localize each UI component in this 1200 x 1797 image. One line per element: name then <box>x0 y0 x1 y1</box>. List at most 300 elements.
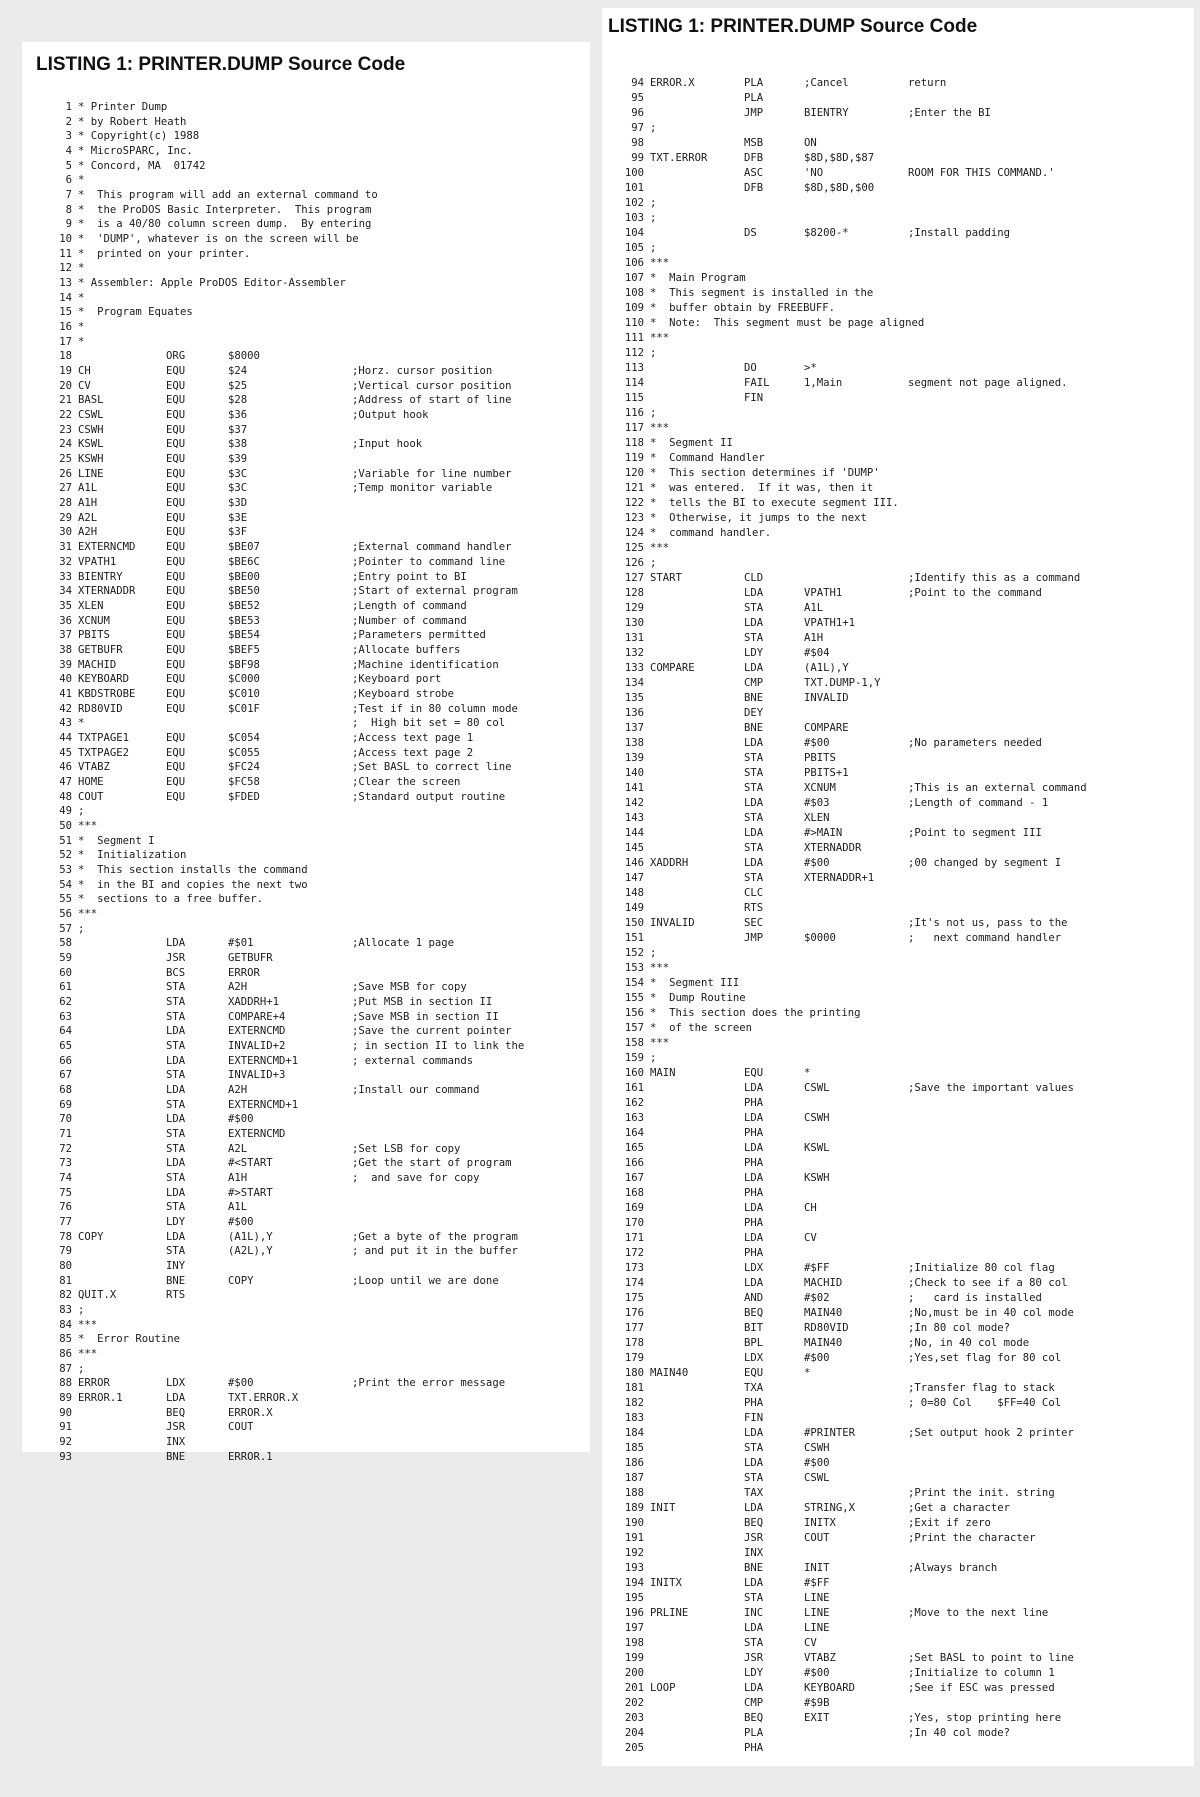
line-number: 4 <box>65 145 72 158</box>
source-line <box>22 1406 590 1421</box>
line-number: 95 <box>631 92 644 104</box>
code-opcode: TXA <box>744 1382 764 1394</box>
source-line <box>22 261 590 276</box>
source-line <box>22 496 590 511</box>
code-opcode: ORG <box>166 350 186 363</box>
source-line <box>602 1681 1194 1696</box>
source-line <box>602 796 1194 811</box>
line-number: 29 <box>59 511 72 524</box>
code-label: RD80VID <box>78 702 123 715</box>
source-line <box>22 672 590 687</box>
line-number: 76 <box>59 1201 72 1214</box>
code-operand: #<START <box>228 1157 273 1170</box>
line-number: 191 <box>624 1532 644 1544</box>
source-line <box>602 886 1194 901</box>
code-opcode: EQU <box>166 365 186 378</box>
line-number: 16 <box>59 321 72 334</box>
code-operand: $39 <box>228 453 248 466</box>
code-operand: EXTERNCMD <box>228 1025 286 1038</box>
source-line <box>602 451 1194 466</box>
source-line <box>602 841 1194 856</box>
code-operand: #$00 <box>804 1457 830 1469</box>
code-opcode: LDA <box>744 1202 764 1214</box>
code-operand: ERROR.1 <box>228 1450 273 1463</box>
code-operand: #$00 <box>804 737 830 749</box>
code-label: CH <box>78 365 91 378</box>
code-opcode: EQU <box>166 585 186 598</box>
code-label: XLEN <box>78 599 104 612</box>
source-line <box>602 526 1194 541</box>
line-number: 82 <box>59 1289 72 1302</box>
code-opcode: EQU <box>166 409 186 422</box>
line-number: 187 <box>624 1472 644 1484</box>
code-operand: $3E <box>228 511 248 524</box>
source-line <box>602 1156 1194 1171</box>
code-opcode: LDA <box>744 1682 764 1694</box>
code-operand: GETBUFR <box>228 951 273 964</box>
code-label: GETBUFR <box>78 643 123 656</box>
code-opcode: PHA <box>744 1397 764 1409</box>
code-opcode: EQU <box>744 1067 764 1079</box>
code-label: COPY <box>78 1230 104 1243</box>
code-comment: ;Standard output routine <box>352 790 506 803</box>
code-operand: MAIN40 <box>804 1307 843 1319</box>
code-comment: ;Entry point to BI <box>352 570 467 583</box>
line-number: 104 <box>624 227 644 239</box>
source-line <box>602 556 1194 571</box>
comment-text: * 'DUMP', whatever is on the screen will be <box>78 233 359 246</box>
line-number: 45 <box>59 746 72 759</box>
source-line <box>602 1546 1194 1561</box>
source-line <box>602 706 1194 721</box>
line-number: 173 <box>624 1262 644 1274</box>
source-line <box>22 716 590 731</box>
source-line <box>602 1246 1194 1261</box>
code-operand: RD80VID <box>804 1322 849 1334</box>
line-number: 111 <box>624 332 644 344</box>
code-comment: ;Install padding <box>908 227 1011 239</box>
line-number: 133 <box>624 662 644 674</box>
source-line <box>22 936 590 951</box>
line-number: 64 <box>59 1025 72 1038</box>
code-comment: segment not page aligned. <box>908 377 1068 389</box>
source-line <box>22 892 590 907</box>
source-line <box>22 232 590 247</box>
code-opcode: BCS <box>166 966 186 979</box>
code-comment: ;Get a byte of the program <box>352 1230 518 1243</box>
source-line <box>602 301 1194 316</box>
code-comment: ;Pointer to command line <box>352 555 506 568</box>
code-opcode: STA <box>166 1201 186 1214</box>
comment-text: ; <box>650 947 657 959</box>
code-operand: $BE07 <box>228 541 260 554</box>
code-opcode: EQU <box>166 702 186 715</box>
line-number: 162 <box>624 1097 644 1109</box>
source-line <box>22 349 590 364</box>
code-comment: ;Test if in 80 column mode <box>352 702 518 715</box>
source-line <box>602 946 1194 961</box>
source-line <box>602 1366 1194 1381</box>
line-number: 116 <box>624 407 644 419</box>
source-line <box>22 922 590 937</box>
code-opcode: PHA <box>744 1247 764 1259</box>
source-line <box>602 541 1194 556</box>
line-number: 158 <box>624 1037 644 1049</box>
line-number: 177 <box>624 1322 644 1334</box>
code-operand: EXTERNCMD+1 <box>228 1098 299 1111</box>
code-opcode: LDA <box>744 1277 764 1289</box>
code-opcode: SEC <box>744 917 764 929</box>
code-opcode: INX <box>166 1436 186 1449</box>
line-number: 117 <box>624 422 644 434</box>
code-opcode: LDA <box>166 1025 186 1038</box>
comment-text: *** <box>650 257 670 269</box>
code-operand: $37 <box>228 423 248 436</box>
code-opcode: STA <box>744 632 764 644</box>
code-operand: ON <box>804 137 817 149</box>
code-opcode: BNE <box>166 1450 186 1463</box>
source-line <box>22 452 590 467</box>
code-opcode: LDA <box>744 1082 764 1094</box>
comment-text: * This program will add an external command to <box>78 189 378 202</box>
source-line <box>22 628 590 643</box>
source-line <box>602 1411 1194 1426</box>
code-operand: INIT <box>804 1562 830 1574</box>
code-comment: ;Access text page 2 <box>352 746 474 759</box>
code-opcode: EQU <box>744 1367 764 1379</box>
source-line <box>22 980 590 995</box>
code-label: BASL <box>78 394 104 407</box>
line-number: 157 <box>624 1022 644 1034</box>
code-label: ERROR <box>78 1377 110 1390</box>
source-line <box>22 658 590 673</box>
code-opcode: LDA <box>744 827 764 839</box>
source-line <box>602 571 1194 586</box>
code-comment: ;Set LSB for copy <box>352 1142 461 1155</box>
code-label: A2L <box>78 511 98 524</box>
line-number: 128 <box>624 587 644 599</box>
line-number: 101 <box>624 182 644 194</box>
code-opcode: LDA <box>744 1112 764 1124</box>
code-comment: return <box>908 77 947 89</box>
comment-text: ; <box>650 212 657 224</box>
comment-text: ; <box>78 805 85 818</box>
code-comment: ;Point to the command <box>908 587 1042 599</box>
line-number: 129 <box>624 602 644 614</box>
line-number: 199 <box>624 1652 644 1664</box>
code-operand: INVALID+3 <box>228 1069 286 1082</box>
code-label: XCNUM <box>78 614 110 627</box>
line-number: 74 <box>59 1172 72 1185</box>
comment-text: * This section installs the command <box>78 863 308 876</box>
source-line <box>22 437 590 452</box>
code-operand: $8200-* <box>804 227 849 239</box>
code-comment: ;Horz. cursor position <box>352 365 493 378</box>
code-comment: ;External command handler <box>352 541 512 554</box>
line-number: 165 <box>624 1142 644 1154</box>
code-operand: $BF98 <box>228 658 260 671</box>
line-number: 148 <box>624 887 644 899</box>
code-operand: $38 <box>228 438 248 451</box>
code-operand: $3C <box>228 482 248 495</box>
source-line <box>22 320 590 335</box>
line-number: 86 <box>59 1348 72 1361</box>
source-line <box>602 1651 1194 1666</box>
line-number: 108 <box>624 287 644 299</box>
code-operand: $24 <box>228 365 248 378</box>
line-number: 30 <box>59 526 72 539</box>
line-number: 13 <box>59 277 72 290</box>
code-comment: ;Length of command <box>352 599 467 612</box>
code-operand: VPATH1+1 <box>804 617 856 629</box>
source-line <box>602 916 1194 931</box>
code-opcode: BNE <box>744 722 764 734</box>
code-operand: $C055 <box>228 746 260 759</box>
code-operand: A1H <box>228 1172 248 1185</box>
code-comment: ; external commands <box>352 1054 474 1067</box>
code-operand: #$04 <box>804 647 830 659</box>
code-opcode: DS <box>744 227 757 239</box>
code-operand: $3D <box>228 497 248 510</box>
line-number: 144 <box>624 827 644 839</box>
code-operand: CV <box>804 1637 817 1649</box>
code-label: KBDSTROBE <box>78 687 136 700</box>
code-opcode: BEQ <box>744 1712 764 1724</box>
code-comment: ;Save the current pointer <box>352 1025 512 1038</box>
comment-text: * <box>78 174 85 187</box>
line-number: 132 <box>624 647 644 659</box>
line-number: 119 <box>624 452 644 464</box>
code-opcode: LDA <box>166 1230 186 1243</box>
source-line <box>602 1066 1194 1081</box>
code-opcode: RTS <box>744 902 764 914</box>
code-opcode: EQU <box>166 394 186 407</box>
code-operand: XADDRH+1 <box>228 995 280 1008</box>
line-number: 85 <box>59 1333 72 1346</box>
listing-title: LISTING 1: PRINTER.DUMP Source Code <box>608 16 978 37</box>
code-operand: $36 <box>228 409 248 422</box>
code-operand: A1L <box>804 602 824 614</box>
comment-text: * Segment III <box>650 977 740 989</box>
code-opcode: LDX <box>744 1262 764 1274</box>
code-opcode: PHA <box>744 1097 764 1109</box>
code-operand: COMPARE+4 <box>228 1010 286 1023</box>
source-line <box>22 1274 590 1289</box>
line-number: 125 <box>624 542 644 554</box>
comment-text: ; <box>650 557 657 569</box>
code-opcode: RTS <box>166 1289 186 1302</box>
source-line <box>22 159 590 174</box>
source-line <box>22 746 590 761</box>
code-opcode: STA <box>744 767 764 779</box>
line-number: 190 <box>624 1517 644 1529</box>
code-opcode: BEQ <box>166 1406 186 1419</box>
line-number: 79 <box>59 1245 72 1258</box>
code-opcode: LDA <box>744 1172 764 1184</box>
line-number: 147 <box>624 872 644 884</box>
code-opcode: LDA <box>744 1457 764 1469</box>
code-operand: TXT.ERROR.X <box>228 1392 299 1405</box>
code-operand: A1H <box>804 632 824 644</box>
code-label: A1H <box>78 497 98 510</box>
code-opcode: EQU <box>166 482 186 495</box>
line-number: 90 <box>59 1406 72 1419</box>
source-line <box>22 966 590 981</box>
code-comment: ;Install our command <box>352 1084 480 1097</box>
code-label: CSWL <box>78 409 104 422</box>
comment-text: * was entered. If it was, then it <box>650 482 874 494</box>
code-opcode: FAIL <box>744 377 770 389</box>
source-line <box>602 76 1194 91</box>
code-operand: A1L <box>228 1201 248 1214</box>
code-comment: ;No parameters needed <box>908 737 1042 749</box>
code-operand: #$03 <box>804 797 830 809</box>
line-number: 142 <box>624 797 644 809</box>
code-comment: ;This is an external command <box>908 782 1087 794</box>
line-number: 130 <box>624 617 644 629</box>
code-comment: ;Input hook <box>352 438 423 451</box>
source-line <box>22 173 590 188</box>
source-line <box>602 1426 1194 1441</box>
code-operand: $8D,$8D,$00 <box>804 182 875 194</box>
code-operand: XTERNADDR+1 <box>804 872 875 884</box>
code-operand: VTABZ <box>804 1652 836 1664</box>
code-comment: ;Enter the BI <box>908 107 991 119</box>
code-comment: ; next command handler <box>908 932 1062 944</box>
code-opcode: INX <box>744 1547 764 1559</box>
code-opcode: STA <box>166 1098 186 1111</box>
code-label: KEYBOARD <box>78 673 130 686</box>
source-line <box>22 203 590 218</box>
code-operand: $C054 <box>228 731 260 744</box>
source-line <box>602 1531 1194 1546</box>
line-number: 136 <box>624 707 644 719</box>
code-opcode: BPL <box>744 1337 764 1349</box>
source-line <box>22 1142 590 1157</box>
code-label: * <box>78 717 85 730</box>
source-line <box>22 951 590 966</box>
code-comment: ; 0=80 Col $FF=40 Col <box>908 1397 1062 1409</box>
listing-title: LISTING 1: PRINTER.DUMP Source Code <box>36 54 406 75</box>
source-line <box>602 616 1194 631</box>
line-number: 28 <box>59 497 72 510</box>
line-number: 169 <box>624 1202 644 1214</box>
comment-text: * This segment is installed in the <box>650 287 874 299</box>
code-opcode: PHA <box>744 1742 764 1754</box>
source-line <box>602 436 1194 451</box>
comment-text: ; <box>650 242 657 254</box>
line-number: 171 <box>624 1232 644 1244</box>
source-line <box>602 1486 1194 1501</box>
code-operand: #>START <box>228 1186 273 1199</box>
code-opcode: LDY <box>166 1216 186 1229</box>
source-line <box>602 316 1194 331</box>
code-opcode: PHA <box>744 1217 764 1229</box>
code-opcode: STA <box>166 1172 186 1185</box>
code-comment: ;Length of command - 1 <box>908 797 1049 809</box>
code-opcode: JMP <box>744 107 764 119</box>
comment-text: *** <box>78 907 98 920</box>
comment-text: * Error Routine <box>78 1333 181 1346</box>
code-operand: $FDED <box>228 790 260 803</box>
code-label: A2H <box>78 526 98 539</box>
line-number: 159 <box>624 1052 644 1064</box>
line-number: 185 <box>624 1442 644 1454</box>
code-opcode: EQU <box>166 790 186 803</box>
line-number: 200 <box>624 1667 644 1679</box>
code-label: CSWH <box>78 423 104 436</box>
line-number: 84 <box>59 1318 72 1331</box>
source-line <box>22 1112 590 1127</box>
source-line <box>602 871 1194 886</box>
line-number: 127 <box>624 572 644 584</box>
source-line <box>602 496 1194 511</box>
code-operand: CH <box>804 1202 817 1214</box>
line-number: 27 <box>59 482 72 495</box>
line-number: 166 <box>624 1157 644 1169</box>
source-line <box>602 256 1194 271</box>
source-line <box>602 826 1194 841</box>
code-opcode: AND <box>744 1292 764 1304</box>
line-number: 114 <box>624 377 644 389</box>
code-opcode: LDA <box>744 617 764 629</box>
comment-text: * by Robert Heath <box>78 115 187 128</box>
comment-text: * This section determines if 'DUMP' <box>650 467 880 479</box>
source-line <box>22 1098 590 1113</box>
comment-text: *** <box>650 962 670 974</box>
code-label: START <box>650 572 682 584</box>
code-opcode: LDA <box>744 1502 764 1514</box>
comment-text: * Segment II <box>650 437 733 449</box>
code-opcode: FIN <box>744 392 764 404</box>
code-operand: $28 <box>228 394 248 407</box>
code-operand: PBITS+1 <box>804 767 849 779</box>
code-opcode: LDA <box>744 857 764 869</box>
line-number: 10 <box>59 233 72 246</box>
source-line <box>22 1068 590 1083</box>
line-number: 41 <box>59 687 72 700</box>
line-number: 141 <box>624 782 644 794</box>
code-opcode: LDX <box>744 1352 764 1364</box>
line-number: 193 <box>624 1562 644 1574</box>
code-operand: #$FF <box>804 1577 830 1589</box>
source-line <box>602 241 1194 256</box>
line-number: 56 <box>59 907 72 920</box>
code-operand: COPY <box>228 1274 254 1287</box>
source-line <box>602 406 1194 421</box>
code-opcode: DO <box>744 362 757 374</box>
source-line <box>22 188 590 203</box>
code-operand: LINE <box>804 1622 830 1634</box>
source-line <box>22 1010 590 1025</box>
line-number: 167 <box>624 1172 644 1184</box>
source-line <box>22 1039 590 1054</box>
source-line <box>602 1351 1194 1366</box>
source-line <box>22 393 590 408</box>
code-operand: CSWL <box>804 1082 830 1094</box>
line-number: 106 <box>624 257 644 269</box>
line-number: 138 <box>624 737 644 749</box>
code-label: INIT <box>650 1502 676 1514</box>
code-operand: #$02 <box>804 1292 830 1304</box>
source-line <box>22 305 590 320</box>
code-opcode: DFB <box>744 182 764 194</box>
line-number: 103 <box>624 212 644 224</box>
code-opcode: TAX <box>744 1487 764 1499</box>
comment-text: * <box>78 321 85 334</box>
code-opcode: LDA <box>744 662 764 674</box>
code-opcode: CMP <box>744 677 764 689</box>
